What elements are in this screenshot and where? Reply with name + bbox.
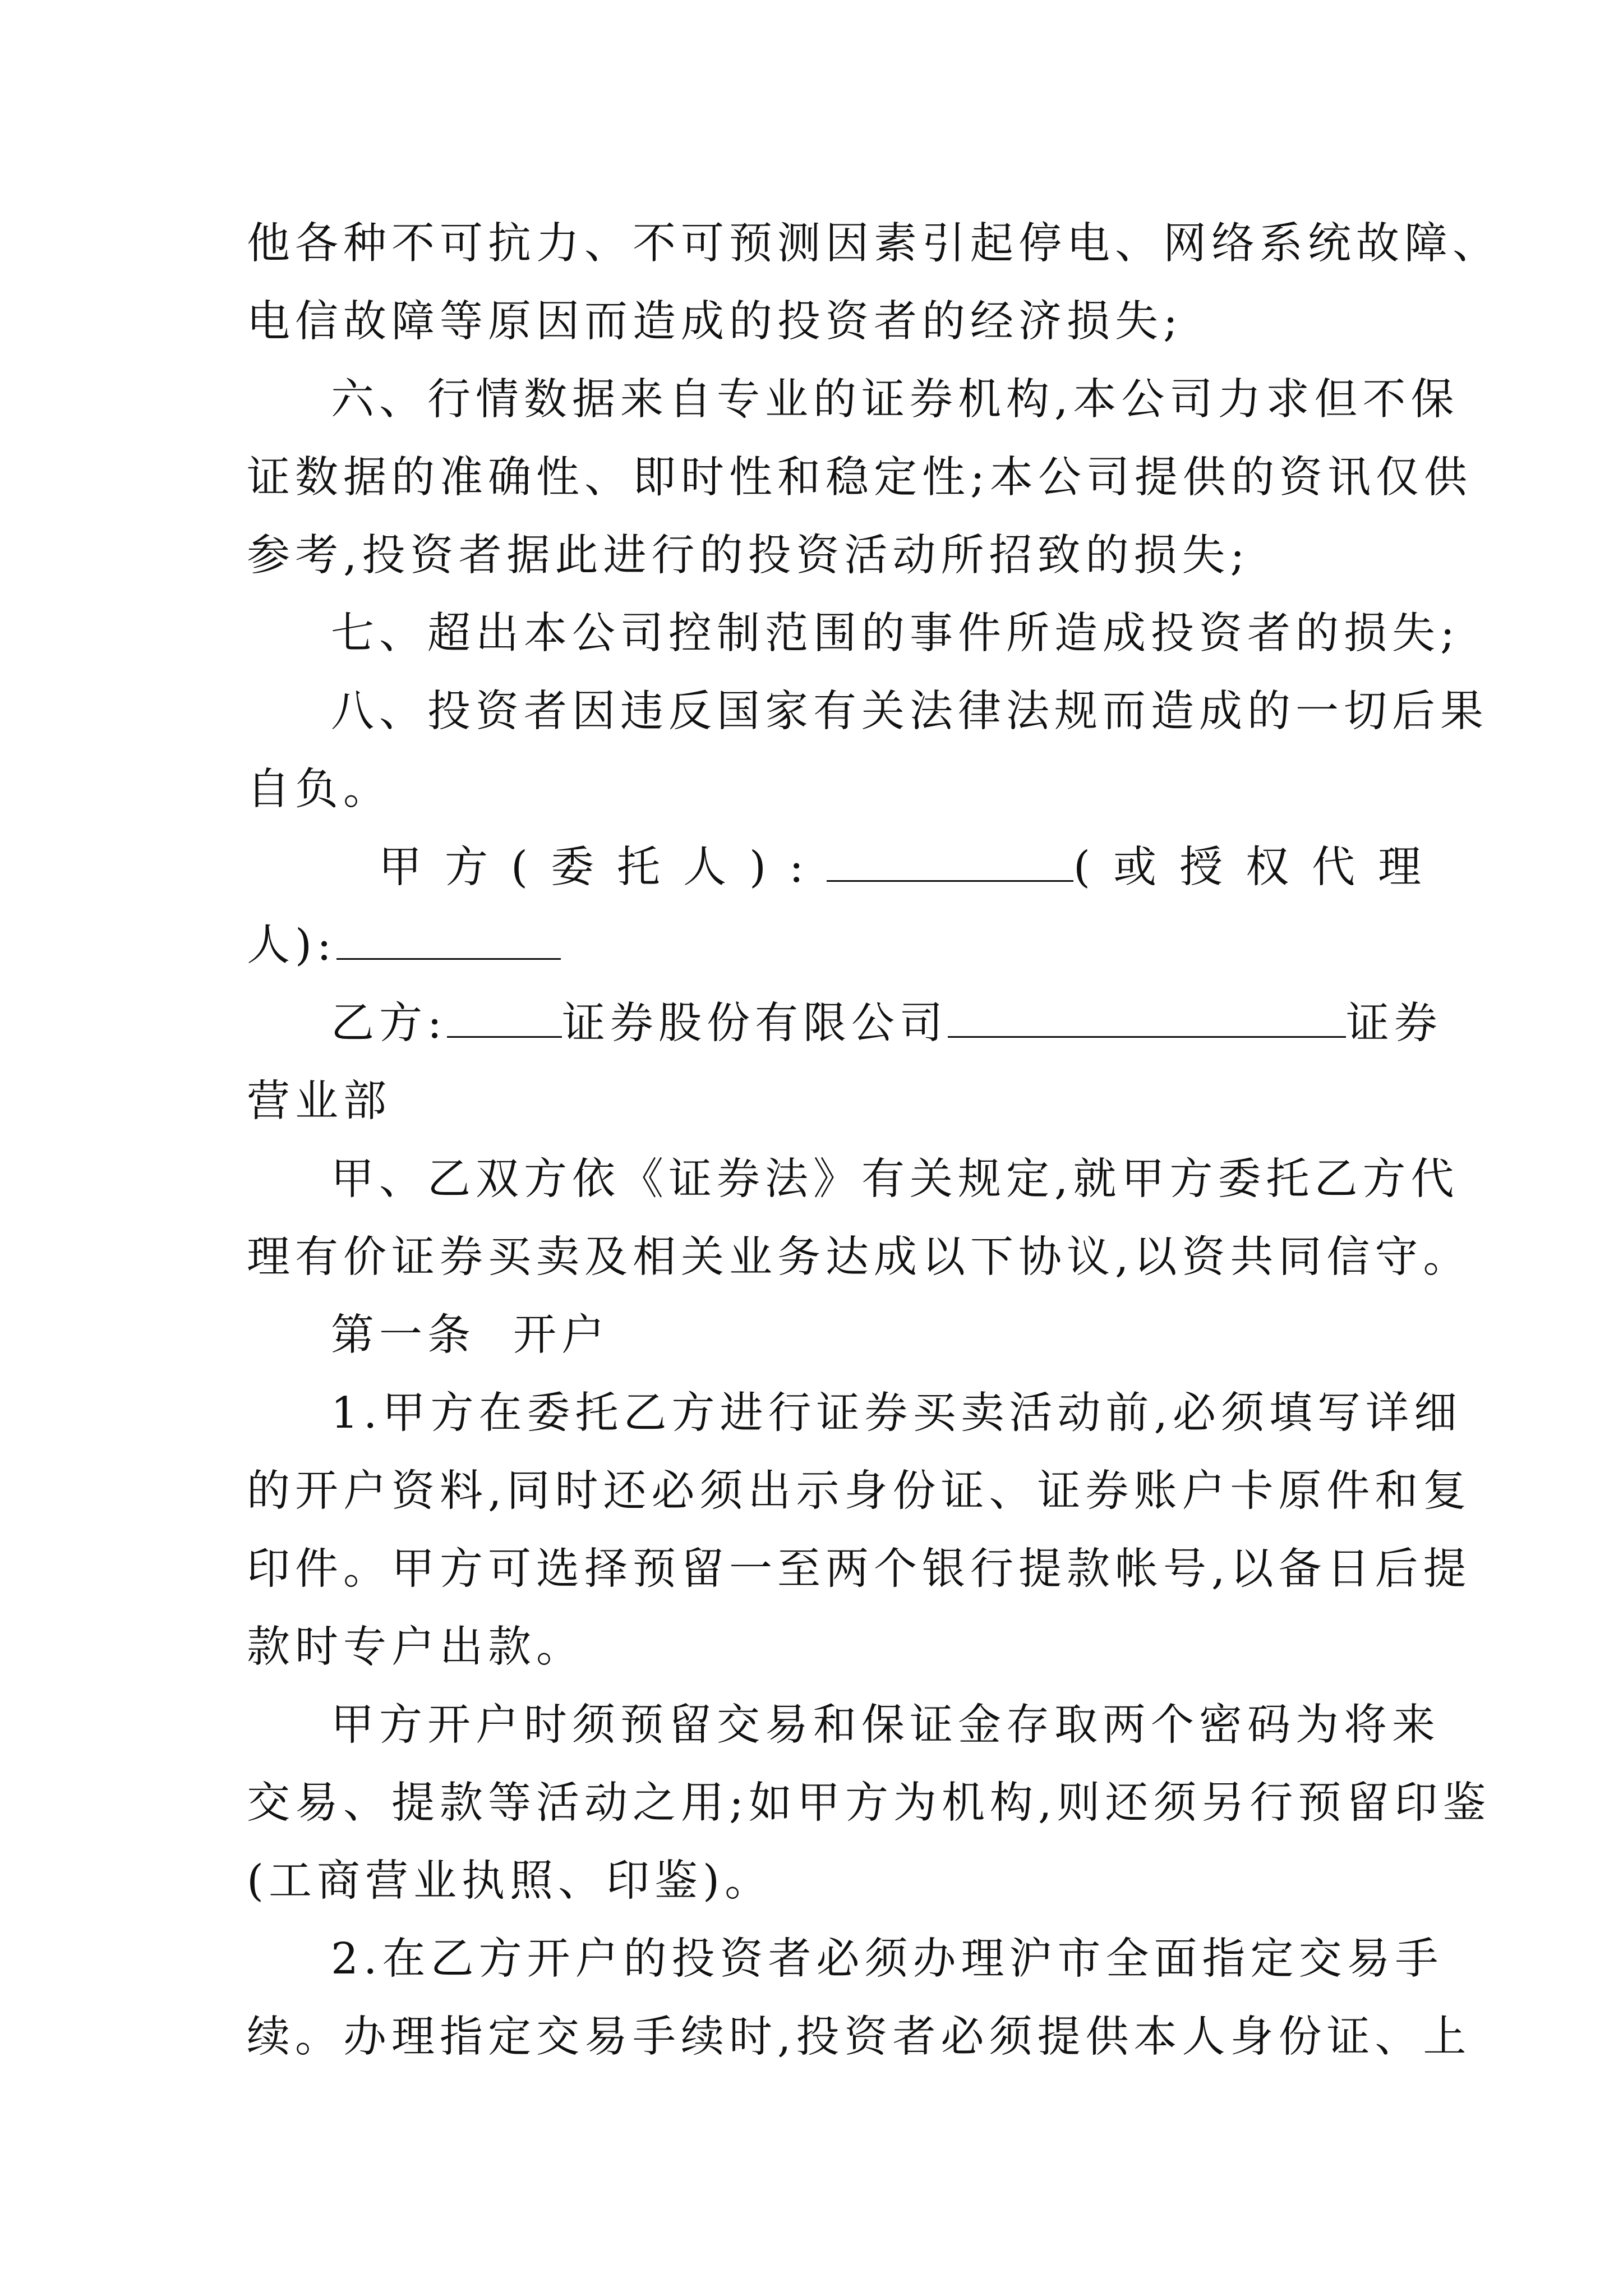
party-b-blank-2 <box>948 1001 1346 1038</box>
text-line: 续。办理指定交易手续时,投资者必须提供本人身份证、上 <box>247 2012 1472 2062</box>
party-b-suffix: 证券 <box>1345 999 1442 1048</box>
text-line: 1.甲方在委托乙方进行证券买卖活动前,必须填写详细 <box>331 1388 1462 1438</box>
text-line: 八、投资者因违反国家有关法律法规而造成的一切后果 <box>331 687 1488 737</box>
party-a-alt-label: (或授权代理 <box>1073 843 1445 892</box>
document-page <box>247 205 1501 2076</box>
party-a-line-cont <box>247 907 1391 984</box>
party-b-dept: 营业部 <box>247 1076 391 1126</box>
party-b-company: 证券股份有限公司 <box>561 999 948 1048</box>
party-a-label: 甲方(委托人): <box>379 843 827 892</box>
text-line: 印件。甲方可选择预留一至两个银行提款帐号,以备日后提 <box>247 1544 1472 1594</box>
text-line: 电信故障等原因而造成的投资者的经济损失; <box>247 297 1183 347</box>
text-line: 参考,投资者据此进行的投资活动所招致的损失; <box>247 531 1250 581</box>
party-a-alt-label-end: 人): <box>247 921 336 970</box>
text-line: (工商营业执照、印鉴)。 <box>247 1856 773 1906</box>
text-line: 六、行情数据来自专业的证券机构,本公司力求但不保 <box>331 375 1459 425</box>
text-line: 理有价证券买卖及相关业务达成以下协议,以资共同信守。 <box>247 1232 1472 1282</box>
text-line: 款时专户出款。 <box>247 1622 584 1672</box>
text-line: 甲方开户时须预留交易和保证金存取两个密码为将来 <box>331 1700 1440 1750</box>
text-line: 自负。 <box>247 765 391 815</box>
article-heading: 第一条 开户 <box>331 1310 610 1360</box>
party-b-line <box>247 984 1442 1062</box>
party-b-blank-1 <box>447 1001 562 1038</box>
text-line: 2.在乙方开户的投资者必须办理沪市全面指定交易手 <box>331 1934 1444 1984</box>
party-b-label: 乙方: <box>331 999 447 1048</box>
text-line: 的开户资料,同时还必须出示身份证、证券账户卡原件和复 <box>247 1466 1472 1516</box>
text-line: 证数据的准确性、即时性和稳定性;本公司提供的资讯仅供 <box>247 453 1472 503</box>
text-line: 七、超出本公司控制范围的事件所造成投资者的损失; <box>331 609 1460 659</box>
party-a-blank <box>827 845 1073 882</box>
text-line: 甲、乙双方依《证券法》有关规定,就甲方委托乙方代 <box>331 1154 1459 1204</box>
text-line: 他各种不可抗力、不可预测因素引起停电、网络系统故障、 <box>247 219 1501 269</box>
party-a-agent-blank <box>336 923 561 960</box>
text-line: 交易、提款等活动之用;如甲方为机构,则还须另行预留印鉴 <box>247 1778 1491 1828</box>
party-a-line <box>247 829 1445 907</box>
